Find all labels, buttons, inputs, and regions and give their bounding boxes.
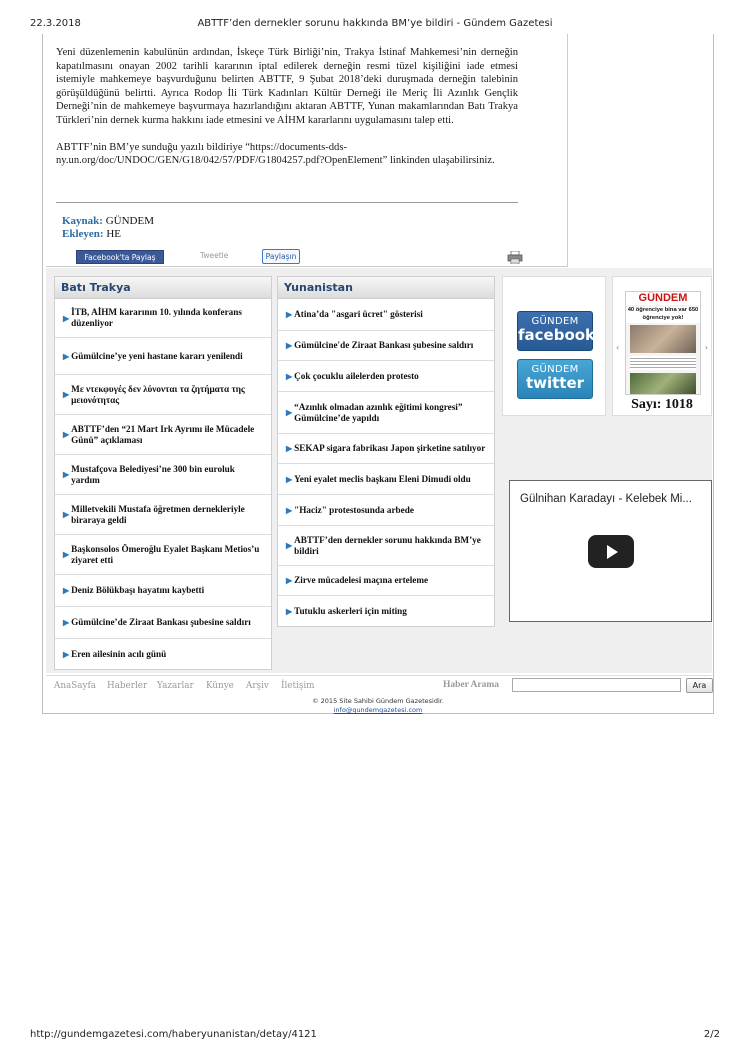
bati-trakya-column xyxy=(54,276,272,670)
arrow-icon: ▶ xyxy=(286,310,293,319)
nav-link[interactable]: Künye xyxy=(206,681,234,691)
newspaper-text-lines xyxy=(630,356,696,370)
bottom-nav xyxy=(46,675,712,697)
yunanistan-column xyxy=(277,276,495,627)
arrow-icon: ▶ xyxy=(63,470,70,479)
nav-link[interactable]: Haberler xyxy=(107,681,148,691)
content-area xyxy=(46,268,712,673)
arrow-icon: ▶ xyxy=(286,541,293,550)
tweet-button[interactable]: Tweetle xyxy=(200,251,229,260)
arrow-icon: ▶ xyxy=(63,586,70,595)
arrow-icon: ▶ xyxy=(286,408,293,417)
newspaper-cover-image[interactable] xyxy=(625,291,701,395)
copyright-block xyxy=(43,697,713,715)
article-paragraph-link: ABTTF’nin BM’ye sunduğu yazılı bildiriye “https://documents-dds-ny.un.org/doc/UNDOC/GEN/G18/042/57/PDF/G1804257.pdf?OpenElement” linkinden ulaşabilirsiniz. xyxy=(56,141,495,167)
print-page-title: ABTTF’den dernekler sorunu hakkında BM’ye bildiri - Gündem Gazetesi xyxy=(197,18,553,29)
search-input[interactable] xyxy=(512,678,681,692)
print-footer xyxy=(30,1029,720,1043)
next-arrow-icon[interactable]: › xyxy=(704,343,708,352)
source-value: GÜNDEM xyxy=(105,215,154,227)
nav-link[interactable]: İletişim xyxy=(281,681,315,691)
article-paragraph: Yeni düzenlemenin kabulünün ardından, İskeçe Türk Birliği’nin, Trakya İstinaf Mahkemesi’nin derneğin kapatılmasını onayan 2002 tarihli kararının iptal edilerek derneğin resmi tüzel kişiliğini iade etmesi istemiyle mahkemeye başvurduğunu belirten ABTTF, 9 Şubat 2018’deki duruşmada derneğin talebinin görüşüldüğünü belirtti. Ayrıca Rodop İli Türk Kadınları Kültür Derneği ile Meriç İli Azınlık Gençlik Derneği’nin de mahkemeye başvurmaya hazırlandığını aktaran ABTTF, Yunan makamlarından Batı Trakya Türkleri’nin dernek kurma hakkını iade etmesini ve AİHM kararlarını uygulamasını talep etti. xyxy=(56,47,518,126)
arrow-icon: ▶ xyxy=(286,341,293,350)
page-frame xyxy=(42,34,714,714)
news-item[interactable]: ▶ Mustafçova Belediyesi’ne 300 bin euroluk yardım xyxy=(55,455,271,495)
twitter-link-button[interactable]: GÜNDEM twitter xyxy=(517,359,593,399)
video-embed[interactable] xyxy=(509,480,712,622)
news-item[interactable]: ▶ "Haciz" protestosunda arbede xyxy=(278,495,494,526)
news-item[interactable]: ▶ Milletvekili Mustafa öğretmen dernekleriyle biraraya geldi xyxy=(55,495,271,535)
contact-email-link[interactable]: info@gundemgazetesi.com xyxy=(333,706,423,714)
arrow-icon: ▶ xyxy=(63,649,70,659)
article-section xyxy=(46,34,568,267)
search-button[interactable]: Ara xyxy=(686,678,713,693)
facebook-share-button[interactable]: Facebook'ta Paylaş xyxy=(76,250,164,264)
news-item[interactable]: ▶ SEKAP sigara fabrikası Japon şirketine satılıyor xyxy=(278,434,494,464)
newspaper-cover-box xyxy=(612,276,712,416)
social-links-box xyxy=(502,276,606,416)
newspaper-photo xyxy=(630,325,696,353)
printer-icon[interactable] xyxy=(507,251,523,264)
nav-link[interactable]: Arşiv xyxy=(246,681,269,691)
news-item[interactable]: ▶ Gümülcine’de Ziraat Bankası şubesine saldırı xyxy=(55,607,271,639)
news-item[interactable]: ▶ Με ντεκφυγές δεν λύνονται τα ζητήματα της μειονότητας xyxy=(55,375,271,415)
arrow-icon: ▶ xyxy=(286,606,293,616)
arrow-icon: ▶ xyxy=(63,510,70,519)
editor-label: Ekleyen: xyxy=(62,228,104,240)
arrow-icon: ▶ xyxy=(286,474,293,484)
news-item[interactable]: ▶ Zirve mücadelesi maçına erteleme xyxy=(278,566,494,596)
bati-trakya-heading: Batı Trakya xyxy=(55,277,271,299)
arrow-icon: ▶ xyxy=(63,430,70,439)
newspaper-headline: 40 öğrenciye bina var 650 öğrenciye yok! xyxy=(626,307,700,323)
news-item[interactable]: ▶ ABTTF’den “21 Mart Irk Ayrımı ile Mücadele Günü” açıklaması xyxy=(55,415,271,455)
arrow-icon: ▶ xyxy=(286,371,293,381)
article-body xyxy=(56,46,518,181)
news-item[interactable]: ▶ Deniz Bölükbaşı hayatını kaybetti xyxy=(55,575,271,607)
issue-number: Sayı: 1018 xyxy=(631,397,693,412)
news-item[interactable]: ▶ ABTTF’den dernekler sorunu hakkında BM’ye bildiri xyxy=(278,526,494,566)
news-item[interactable]: ▶ Gümülcine'de Ziraat Bankası şubesine saldırı xyxy=(278,331,494,361)
arrow-icon: ▶ xyxy=(63,618,70,627)
yunanistan-heading: Yunanistan xyxy=(278,277,494,299)
arrow-icon: ▶ xyxy=(63,351,70,361)
video-title: Gülnihan Karadayı - Kelebek Mi... xyxy=(520,493,692,505)
arrow-icon: ▶ xyxy=(286,576,293,585)
article-divider xyxy=(56,202,518,203)
nav-link[interactable]: Yazarlar xyxy=(157,681,194,691)
copyright-text: © 2015 Site Sahibi Gündem Gazetesidir. xyxy=(312,697,444,705)
editor-value: HE xyxy=(106,228,121,240)
news-item[interactable]: ▶ Çok çocuklu ailelerden protesto xyxy=(278,361,494,392)
newspaper-masthead: GÜNDEM xyxy=(626,292,700,305)
newspaper-photo xyxy=(630,373,696,395)
search-label: Haber Arama xyxy=(443,680,500,690)
prev-arrow-icon[interactable]: ‹ xyxy=(616,343,620,352)
news-item[interactable]: ▶ Eren ailesinin acılı günü xyxy=(63,648,167,659)
print-page-number: 2/2 xyxy=(703,1029,720,1040)
news-item[interactable]: ▶ Tutuklu askerleri için miting xyxy=(286,605,407,616)
arrow-icon: ▶ xyxy=(286,505,293,515)
news-item[interactable]: ▶ İTB, AİHM kararının 10. yılında konferans düzenliyor xyxy=(55,299,271,338)
arrow-icon: ▶ xyxy=(63,390,70,399)
print-url: http://gundemgazetesi.com/haberyunanistan/detay/4121 xyxy=(30,1029,317,1040)
print-header xyxy=(30,18,720,32)
share-button[interactable]: Paylaşın xyxy=(262,249,300,264)
news-item[interactable]: ▶ Yeni eyalet meclis başkanı Eleni Dimudi oldu xyxy=(278,464,494,495)
article-meta xyxy=(62,215,154,241)
nav-link[interactable]: AnaSayfa xyxy=(54,681,97,691)
news-item[interactable]: ▶ Gümülcine’ye yeni hastane kararı yenilendi xyxy=(55,338,271,375)
arrow-icon: ▶ xyxy=(63,550,70,559)
share-bar xyxy=(50,249,524,266)
print-date: 22.3.2018 xyxy=(30,18,81,29)
source-label: Kaynak: xyxy=(62,215,103,227)
arrow-icon: ▶ xyxy=(63,313,70,323)
news-item[interactable]: ▶ Atina’da "asgari ücret" gösterisi xyxy=(278,299,494,331)
arrow-icon: ▶ xyxy=(286,444,293,453)
news-item[interactable]: ▶ Başkonsolos Ömeroğlu Eyalet Başkanı Metios’u ziyaret etti xyxy=(55,535,271,575)
play-icon[interactable] xyxy=(588,535,634,568)
news-item[interactable]: ▶ “Azınlık olmadan azınlık eğitimi kongresi” Gümülcine’de yapıldı xyxy=(278,392,494,434)
facebook-link-button[interactable]: GÜNDEM facebook xyxy=(517,311,593,351)
